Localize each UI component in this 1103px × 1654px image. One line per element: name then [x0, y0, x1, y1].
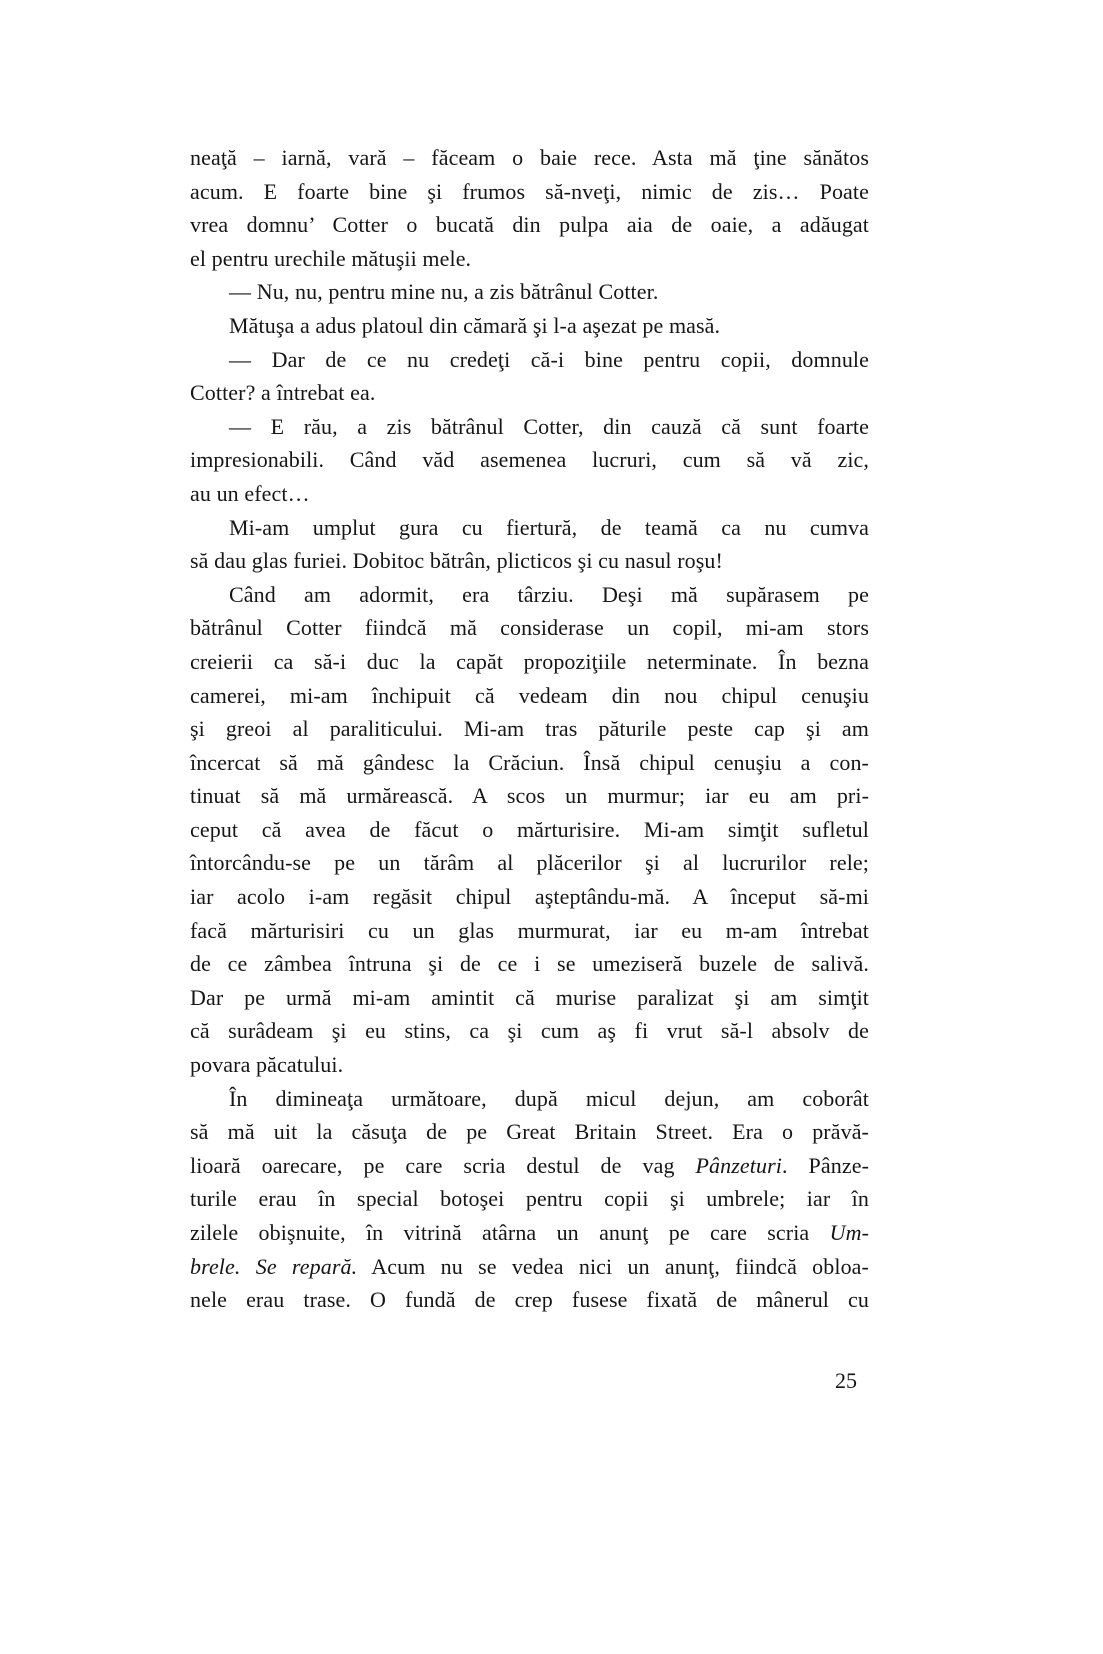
- text-line: [190, 712, 869, 746]
- text-block: [190, 141, 869, 1317]
- text-run: . Pânze-: [781, 1152, 869, 1178]
- text-run: acum. E foarte bine şi frumos să-nveţi, nimic de zis… Poate: [190, 178, 869, 204]
- text-run: — E rău, a zis bătrânul Cotter, din cauză că sunt foarte: [229, 413, 869, 439]
- text-run: bătrânul Cotter fiindcă mă considerase un copil, mi-am stors: [190, 615, 869, 641]
- text-line: [190, 1149, 869, 1183]
- text-line: [190, 746, 869, 780]
- text-line: [190, 880, 869, 914]
- text-run: Acum nu se vedea nici un anunţ, fiindcă obloa-: [357, 1253, 869, 1279]
- text-line: [190, 947, 869, 981]
- text-line: [190, 611, 869, 645]
- text-run: În dimineaţa următoare, după micul dejun, am coborât: [229, 1085, 869, 1111]
- text-line: [190, 1115, 869, 1149]
- page-number: 25: [835, 1368, 857, 1393]
- text-run: Dar pe urmă mi-am amintit că murise paralizat şi am simţit: [190, 984, 869, 1010]
- text-run: impresionabili. Când văd asemenea lucruri, cum să vă zic,: [190, 447, 869, 473]
- text-line: [190, 813, 869, 847]
- text-line: [190, 410, 869, 444]
- text-line: [190, 1250, 869, 1284]
- text-line: [190, 275, 869, 309]
- text-run: povara păcatului.: [190, 1052, 344, 1078]
- text-run: au un efect…: [190, 480, 310, 506]
- text-run: zilele obişnuite, în vitrină atârna un anunţ pe care scria: [190, 1220, 830, 1245]
- text-run: şi greoi al paraliticului. Mi-am tras păturile peste cap şi am: [190, 716, 869, 742]
- text-line: [190, 779, 869, 813]
- text-run: de ce zâmbea întruna şi de ce i se umeziseră buzele de salivă.: [190, 951, 869, 977]
- text-run: el pentru urechile mătuşii mele.: [190, 245, 472, 271]
- text-run: — Nu, nu, pentru mine nu, a zis bătrânul Cotter.: [229, 279, 659, 305]
- text-line: [190, 846, 869, 880]
- text-run: să dau glas furiei. Dobitoc bătrân, plicticos şi cu nasul roşu!: [190, 548, 723, 574]
- text-line: [190, 679, 869, 713]
- text-run: creierii ca să-i duc la capăt propoziţiile neterminate. În bezna: [190, 648, 869, 674]
- text-run: Mi-am umplut gura cu fiertură, de teamă ca nu cumva: [229, 514, 869, 540]
- text-run: să mă uit la căsuţa de pe Great Britain Street. Era o prăvă-: [190, 1119, 869, 1145]
- text-run: turile erau în special botoşei pentru copii şi umbrele; iar în: [190, 1186, 869, 1212]
- text-run: nele erau trase. O fundă de crep fusese fixată de mânerul cu: [190, 1287, 869, 1313]
- text-line: [190, 1182, 869, 1216]
- text-line: [190, 511, 869, 545]
- text-line: [190, 914, 869, 948]
- italic-text-run: Pânzeturi: [695, 1152, 782, 1178]
- text-run: vrea domnu’ Cotter o bucată din pulpa aia de oaie, a adăugat: [190, 212, 869, 238]
- text-run: neaţă – iarnă, vară – făceam o baie rece. Asta mă ţine sănătos: [190, 145, 869, 170]
- text-line: [190, 376, 869, 410]
- text-line: [190, 208, 869, 242]
- text-line: [190, 343, 869, 377]
- text-line: [190, 309, 869, 343]
- text-run: întorcându-se pe un tărâm al plăcerilor şi al lucrurilor rele;: [190, 850, 869, 876]
- text-line: [190, 981, 869, 1015]
- text-line: [190, 242, 869, 276]
- text-line: [190, 578, 869, 612]
- text-line: [190, 1082, 869, 1116]
- text-line: [190, 544, 869, 578]
- text-line: [190, 1216, 869, 1250]
- text-line: [190, 645, 869, 679]
- text-run: Când am adormit, era târziu. Deşi mă supărasem pe: [229, 581, 869, 607]
- text-run: că surâdeam şi eu stins, ca şi cum aş fi vrut să-l absolv de: [190, 1018, 869, 1044]
- text-line: [190, 477, 869, 511]
- text-run: tinuat să mă urmărească. A scos un murmur; iar eu am pri-: [190, 783, 869, 809]
- text-line: [190, 175, 869, 209]
- text-run: iar acolo i-am regăsit chipul aşteptându-mă. A început să-mi: [190, 884, 869, 910]
- text-run: Mătuşa a adus platoul din cămară şi l-a aşezat pe masă.: [229, 312, 721, 338]
- text-run: ceput că avea de făcut o mărturisire. Mi-am simţit sufletul: [190, 816, 869, 842]
- italic-text-run: brele. Se repară.: [190, 1253, 358, 1279]
- text-line: [190, 1014, 869, 1048]
- text-line: [190, 1283, 869, 1317]
- text-run: facă mărturisiri cu un glas murmurat, iar eu m-am întrebat: [190, 917, 869, 943]
- text-run: încercat să mă gândesc la Crăciun. Însă chipul cenuşiu a con-: [190, 749, 869, 775]
- italic-text-run: Um-: [829, 1220, 869, 1245]
- text-run: Cotter? a întrebat ea.: [190, 380, 376, 406]
- text-line: [190, 141, 869, 175]
- text-line: [190, 443, 869, 477]
- text-run: lioară oarecare, pe care scria destul de vag: [190, 1152, 696, 1178]
- text-run: camerei, mi-am închipuit că vedeam din nou chipul cenuşiu: [190, 682, 869, 708]
- text-line: [190, 1048, 869, 1082]
- text-run: — Dar de ce nu credeţi că-i bine pentru copii, domnule: [229, 346, 869, 372]
